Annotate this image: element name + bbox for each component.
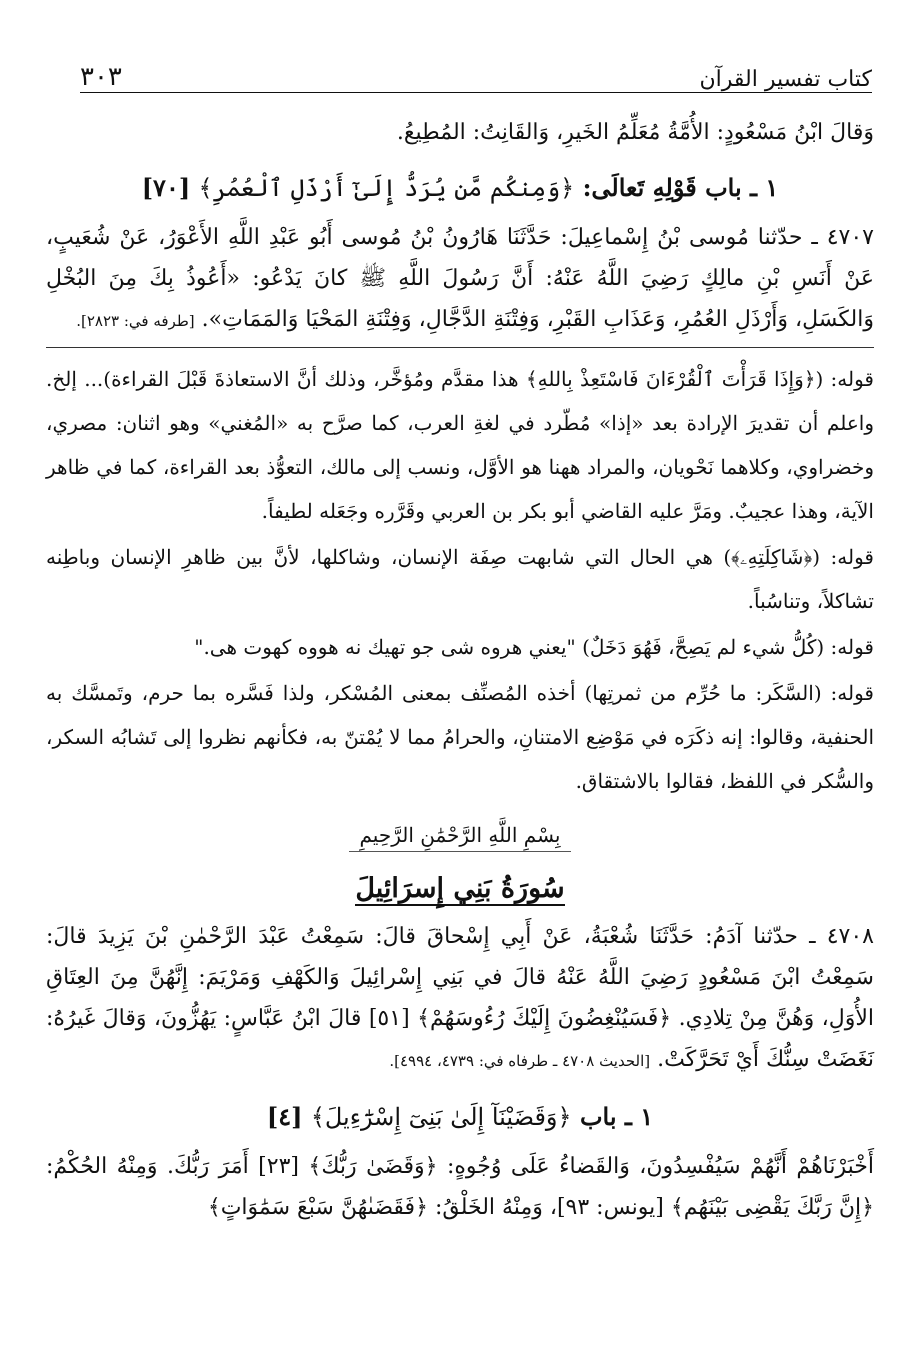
- hadith-text: ٤٧٠٨ ـ حدّثنا آدَمُ: حَدَّثَنَا شُعْبَةُ، عَنْ أَبِي إِسْحاقَ قالَ: سَمِعْتُ عَبْدَ الرَّحْمٰنِ بْنَ يَزِيدَ قالَ: سَمِعْتُ ابْنَ مَسْعُودٍ رَضِيَ اللَّهُ عَنْهُ قالَ في بَنِي إِسْرائِيلَ وَالكَهْفِ وَمَرْيَمَ: إِنَّهُنَّ مِنَ العِتَاقِ الأُوَلِ، وَهُنَّ مِنْ تِلادِي. ﴿فَسَيُنْغِضُونَ إِلَيْكَ رُءُوسَهُمْ﴾ [٥١] قالَ ابْنُ عَبَّاسٍ: يَهُزُّونَ، وَقالَ غَيرُهُ: نَغَضَتْ سِنُّكَ أَيْ تَحَرَّكَتْ.: [46, 924, 875, 1072]
- commentary-paragraph: قوله: (كُلُّ شيء لم يَصِحَّ، فَهُوَ دَخَلٌ) "يعني هروه شى جو تهيك نه هووه كهوت هى.": [194, 635, 874, 659]
- hadith-4708: [46, 916, 874, 1082]
- chapter-verse: ﴿وَمِنكُم مَّن يُرَدُّ إِلَىٰٓ أَرْذَلِ ٱلْعُمُرِ﴾: [198, 174, 575, 202]
- chapter-verse: ﴿وَقَضَيْنَآ إِلَىٰ بَنِىٓ إِسْرَٰٓءِيلَ﴾: [310, 1103, 572, 1131]
- book-title: كتاب تفسير القرآن: [699, 67, 872, 92]
- hadith-reference: [الحديث ٤٧٠٨ ـ طرفاه في: ٤٧٣٩، ٤٩٩٤].: [389, 1052, 651, 1070]
- surah-title: [46, 862, 874, 916]
- commentary-paragraph: قوله: (﴿شَاكِلَتِهِۦ﴾) هي الحال التي شابهت صِفَة الإنسان، وشاكلها، لأنَّ بين ظاهرِ الإنسان وباطِنه تشاكلاً، وتناسُباً.: [46, 545, 874, 613]
- verse-number: [٧٠]: [141, 173, 191, 202]
- page-number: ٣٠٣: [80, 62, 122, 92]
- basmala-block: [46, 805, 874, 862]
- page-body: [46, 112, 874, 1228]
- hadith-text: ٤٧٠٧ ـ حدّثنا مُوسى بْنُ إِسْماعِيلَ: حَدَّثَنَا هَارُونُ بْنُ مُوسى أَبُو عَبْدِ اللَّهِ الأَعْوَرُ، عَنْ شُعَيبٍ، عَنْ أَنَسِ بْنِ مالِكٍ رَضِيَ اللَّهُ عَنْهُ: أَنَّ رَسُولَ اللَّهِ ﷺ كانَ يَدْعُو: «أَعُوذُ بِكَ مِنَ البُخْلِ وَالكَسَلِ، وَأَرْذَلِ العُمُرِ، وَعَذَابِ القَبْرِ، وَفِتْنَةِ الدَّجَّالِ، وَفِتْنَةِ المَحْيَا وَالمَمَاتِ».: [46, 225, 874, 332]
- page-header: [80, 52, 872, 93]
- commentary-paragraph: قوله: (السَّكَر: ما حُرِّم من ثمرتِها) أخذه المُصنِّف بمعنى المُسْكر، ولذا فَسَّره بما حرم، وتَمسَّك به الحنفية، وقالوا: إنه ذكَرَه في مَوْضِع الامتنانِ، والحرامُ مما لا يُمْتنّ به، فكأنهم نظروا إلى تَشابُه السكر، والسُّكر في اللفظ، فقالوا بالاشتقاق.: [46, 681, 874, 793]
- chapter-label: ١ ـ باب قَوْلِهِ تَعالَى:: [582, 173, 779, 202]
- separator-line: [46, 347, 874, 348]
- hadith-4707: [46, 217, 874, 342]
- chapter-text: أَخْبَرْنَاهُمْ أَنَّهُمْ سَيُفْسِدُونَ، وَالقَضاءُ عَلَى وُجُوهٍ: ﴿وَقَضَىٰ رَبُّكَ﴾ [٢٣] أَمَرَ رَبُّكَ. وَمِنْهُ الحُكْمُ: ﴿إِنَّ رَبَّكَ يَقْضِى بَيْنَهُم﴾ [يونس: ٩٣]، وَمِنْهُ الخَلْقُ: ﴿فَقَضَىٰهُنَّ سَبْعَ سَمَٰوَاتٍ﴾: [46, 1154, 874, 1220]
- intro-line: وَقالَ ابْنُ مَسْعُودٍ: الأُمَّةُ مُعَلِّمُ الخَيرِ، وَالقَانِتُ: المُطِيعُ.: [396, 120, 874, 145]
- hadith-reference: [طرفه في: ٢٨٢٣].: [76, 312, 195, 330]
- surah-title-text: سُورَةُ بَنِي إِسرَائِيلَ: [355, 873, 565, 904]
- chapter-heading-2: [46, 1082, 874, 1146]
- verse-number: [٤]: [266, 1102, 303, 1131]
- basmala: بِسْمِ اللَّهِ الرَّحْمَٰنِ الرَّحِيمِ: [349, 823, 570, 852]
- chapter-heading-1: [46, 153, 874, 217]
- commentary-paragraph: قوله: (﴿وَإِذَا قَرَأْتَ ٱلْقُرْءَانَ فَاسْتَعِذْ بِاللهِ﴾ هذا مقدَّم ومُؤخَّر، وذلك أنَّ الاستعاذةَ قَبْلَ القراءة)... إلخ. واعلم أن تقديرَ الإرادة بعد «إذا» مُطّرد في لغةِ العرب، كما صرَّح به «المُغني» وهو اثنان: مصري، وخضراوي، وكلاهما نَحْويان، والمراد ههنا هو الأوَّل، ونسب إلى مالك، التعوُّذ بعد القراءة، كما في ظاهر الآية، وهذا عجيبٌ. ومَرَّ عليه القاضي أبو بكر بن العربي وقَرَّره وجَعَله لطيفاً.: [46, 367, 874, 523]
- chapter-label: ١ ـ باب: [579, 1102, 654, 1131]
